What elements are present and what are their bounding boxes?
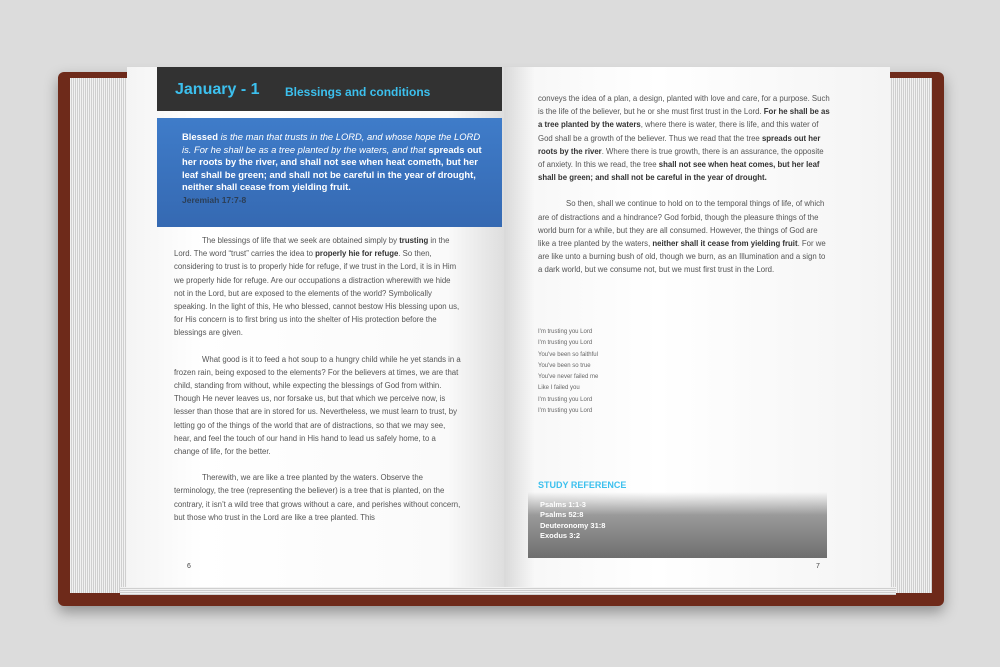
study-reference-item: Deuteronomy 31:8 bbox=[540, 520, 606, 530]
left-page bbox=[127, 67, 504, 587]
lyric-line: Like I failed you bbox=[538, 385, 580, 392]
paragraph: So then, shall we continue to hold on to the temporal things of life, of which are of distractions and a hindrance? God forbid, though the pleasure things of the world burn for a while, but they are all consumed. However, the things of God are like a tree planted by the waters, neither shall it cease from yielding fruit. For we are like unto a burning bush of old, though we burn, as an Illumination and a sign to a dark world, but we consume not, but we must first trust in the Lord. bbox=[538, 199, 826, 275]
right-page bbox=[504, 67, 890, 587]
lyric-line: You've never failed me bbox=[538, 374, 599, 381]
lyric-line: I'm trusting you Lord bbox=[538, 340, 593, 347]
paragraph: conveys the idea of a plan, a design, planted with love and care, for a purpose. Such is the life of the believer, but he or she must first trust in the Lord. For he shall be as a tree planted by the waters, where there is water, there is life, and this water of God shall be a growth of the believer. Thus we read that the tree spreads out her roots by the river. Where there is true growth, there is an assurance, the opposite of anxiety. In this we read, the tree shall not see when heat comes, but her leaf shall be green; and shall not be careful in the year of drought. bbox=[538, 94, 830, 183]
page-number-left: 6 bbox=[187, 563, 191, 570]
study-reference-title: STUDY REFERENCE bbox=[538, 480, 627, 490]
study-reference-box bbox=[528, 492, 827, 558]
title-subtitle: Blessings and conditions bbox=[285, 85, 431, 99]
verse-reference: Jeremiah 17:7-8 bbox=[182, 194, 247, 205]
lyric-line: I'm trusting you Lord bbox=[538, 408, 593, 415]
lyric-line: You've been so true bbox=[538, 362, 591, 369]
study-reference-item: Psalms 1:1-3 bbox=[540, 500, 586, 509]
right-body-text bbox=[538, 92, 830, 290]
title-month: January - 1 bbox=[175, 81, 260, 98]
left-body-text bbox=[174, 234, 461, 537]
paragraph: What good is it to feed a hot soup to a hungry child while he yet stands in a frozen rain, being exposed to the elements? For the believers at times, we are that child, standing from without, while expecting the blessings of God from within. Though He never leaves us, nor forsake us, but that which we perceive now, is lesser than those that are in stored for us. Nevertheless, we must learn to trust, by letting go of the things of the world that are of distractions, so that we may see, hear, and feel the touch of our hand in His hand to lead us safely home, to a change of life, for the better. bbox=[174, 354, 461, 457]
paragraph: Therewith, we are like a tree planted by the waters. Observe the terminology, the tree (representing the believer) is a tree that is planted, on the contrary, it isn’t a wild tree that grows without a care, and perishes without concern, but those who trust in the Lord are like a tree planted. This bbox=[174, 473, 461, 522]
verse-text: Blessed is the man that trusts in the LORD, and whose hope the LORD is. For he shall be as a tree planted by the waters, and that spreads out her roots by the river, and shall not see when heat cometh, but her leaf shall be green; and shall not be careful in the year of drought, neither shall cease from yielding fruit. Jeremiah 17:7-8 bbox=[182, 131, 482, 205]
paragraph: The blessings of life that we seek are obtained simply by trusting in the Lord. The word “trust” carries the idea to properly hie for refuge. So then, considering to trust is to properly hide for refuge, if we trust in the Lord, it is in Him we properly hide for refuge. Are our occupations a distraction wherewith we hide not in the Lord, but are exposed to the elements of the world? Symbolically speaking. In the light of this, He who blessed, cannot bestow His blessing upon us, for His concern is to first bring us into the shelter of His protection before the blessings are given. bbox=[174, 236, 460, 338]
page-number-right: 7 bbox=[816, 563, 820, 570]
study-reference-item: Exodus 3:2 bbox=[540, 530, 581, 540]
title-bar bbox=[157, 67, 502, 111]
lyric-line: I'm trusting you Lord bbox=[538, 329, 593, 335]
lyric-line: You've been so faithful bbox=[538, 351, 598, 358]
page-stack-bottom bbox=[120, 587, 896, 595]
study-reference-list bbox=[540, 500, 605, 541]
page-stack-right bbox=[890, 78, 932, 593]
lyrics bbox=[538, 327, 738, 417]
verse-box bbox=[157, 118, 502, 227]
study-reference-item: Psalms 52:8 bbox=[540, 510, 584, 520]
lyric-line: I'm trusting you Lord bbox=[538, 396, 593, 403]
